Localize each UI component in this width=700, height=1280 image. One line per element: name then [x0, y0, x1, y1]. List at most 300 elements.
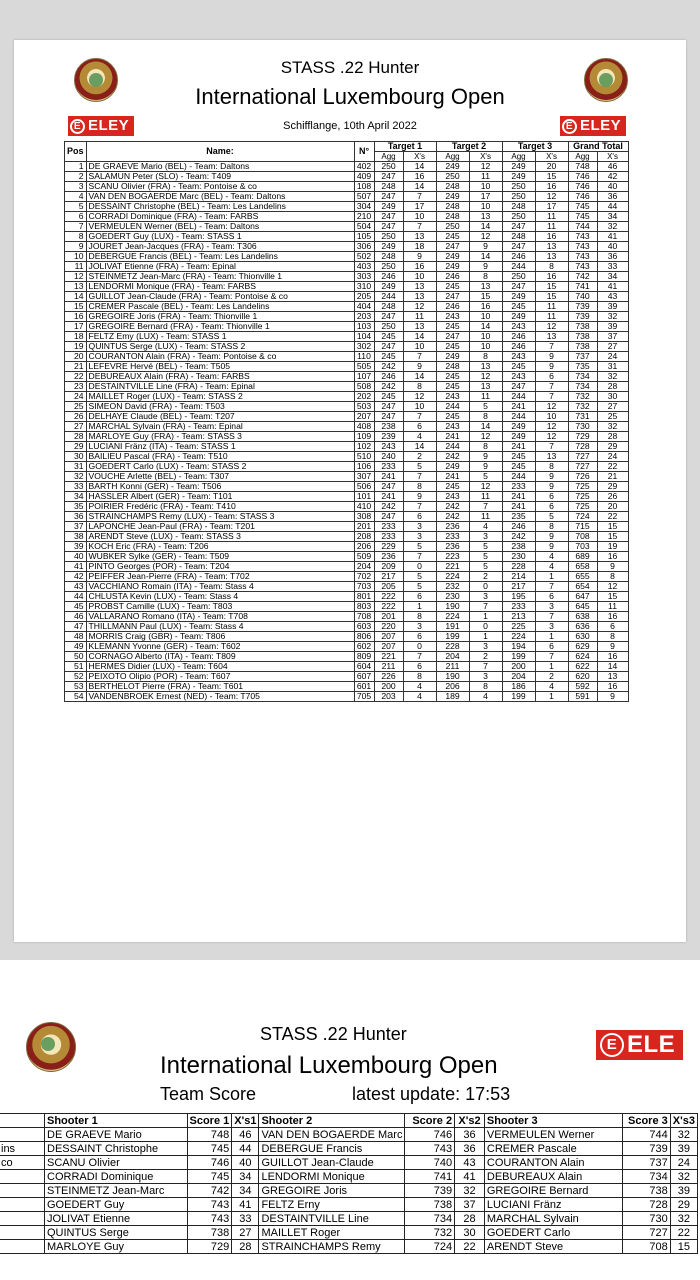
t2-agg: 243	[436, 422, 469, 432]
shooter2-name: DESTAINTVILLE Line	[259, 1212, 405, 1226]
grand-agg: 725	[568, 482, 597, 492]
grand-agg: 741	[568, 282, 597, 292]
t2-xs: 2	[469, 652, 502, 662]
t1-agg: 245	[374, 392, 403, 402]
result-row	[65, 642, 629, 652]
t3-xs: 12	[535, 422, 568, 432]
t1-agg: 248	[374, 182, 403, 192]
grand-agg: 622	[568, 662, 597, 672]
position: 36	[65, 512, 87, 522]
t3-agg: 246	[502, 522, 535, 532]
shooter1-score: 729	[187, 1240, 232, 1254]
position: 25	[65, 402, 87, 412]
sub-xs: X's	[469, 152, 502, 162]
position: 46	[65, 612, 87, 622]
result-row	[65, 682, 629, 692]
position: 51	[65, 662, 87, 672]
grand-xs: 39	[597, 302, 628, 312]
shooter-name-team: LENDORMI Monique (FRA) - Team: FARBS	[86, 282, 354, 292]
t3-xs: 12	[535, 192, 568, 202]
shooter-name-team: HERMES Didier (LUX) - Team: T604	[86, 662, 354, 672]
grand-xs: 32	[597, 422, 628, 432]
col-score3: Score 3	[622, 1114, 670, 1128]
t2-xs: 4	[469, 522, 502, 532]
t1-xs: 4	[403, 682, 436, 692]
t3-xs: 13	[535, 252, 568, 262]
t2-agg: 206	[436, 682, 469, 692]
shooter-name-team: QUINTUS Serge (LUX) - Team: STASS 2	[86, 342, 354, 352]
t3-xs: 7	[535, 442, 568, 452]
position: 28	[65, 432, 87, 442]
t1-agg: 250	[374, 232, 403, 242]
t2-xs: 8	[469, 442, 502, 452]
bib-number: 504	[354, 222, 374, 232]
position: 22	[65, 372, 87, 382]
t3-agg: 186	[502, 682, 535, 692]
bib-number: 705	[354, 692, 374, 702]
t3-agg: 245	[502, 302, 535, 312]
result-row	[65, 272, 629, 282]
grand-agg: 744	[568, 222, 597, 232]
eley-logo-right	[560, 116, 626, 136]
t2-agg: 246	[436, 272, 469, 282]
grand-agg: 746	[568, 172, 597, 182]
result-row	[65, 382, 629, 392]
t3-agg: 246	[502, 342, 535, 352]
t3-agg: 233	[502, 482, 535, 492]
t1-xs: 11	[403, 312, 436, 322]
result-row	[65, 232, 629, 242]
grand-agg: 734	[568, 382, 597, 392]
shooter-name-team: VAN DEN BOGAERDE Marc (BEL) - Team: Daltons	[86, 192, 354, 202]
team-name-clipped: co	[0, 1156, 45, 1170]
sub-agg: Agg	[568, 152, 597, 162]
result-row	[65, 502, 629, 512]
grand-xs: 28	[597, 382, 628, 392]
t2-agg: 242	[436, 452, 469, 462]
shooter-name-team: FELTZ Emy (LUX) - Team: STASS 1	[86, 332, 354, 342]
t2-agg: 190	[436, 602, 469, 612]
col-shooter2: Shooter 2	[259, 1114, 405, 1128]
position: 32	[65, 472, 87, 482]
t1-agg: 207	[374, 642, 403, 652]
team-row	[0, 1198, 698, 1212]
shooter-name-team: DE GRAEVE Mario (BEL) - Team: Daltons	[86, 162, 354, 172]
t3-agg: 224	[502, 632, 535, 642]
shooter2-name: GUILLOT Jean-Claude	[259, 1156, 405, 1170]
t2-agg: 244	[436, 442, 469, 452]
shooter3-name: MARCHAL Sylvain	[484, 1212, 622, 1226]
t1-xs: 13	[403, 292, 436, 302]
t1-agg: 248	[374, 252, 403, 262]
t3-agg: 241	[502, 402, 535, 412]
result-row	[65, 222, 629, 232]
position: 44	[65, 592, 87, 602]
result-row	[65, 412, 629, 422]
result-row	[65, 292, 629, 302]
t1-agg: 247	[374, 192, 403, 202]
team-name-clipped	[0, 1240, 45, 1254]
t1-xs: 14	[403, 442, 436, 452]
position: 19	[65, 342, 87, 352]
shooter2-score: 738	[405, 1198, 455, 1212]
bib-number: 803	[354, 602, 374, 612]
team-row	[0, 1212, 698, 1226]
t1-agg: 239	[374, 432, 403, 442]
grand-agg: 689	[568, 552, 597, 562]
result-row	[65, 302, 629, 312]
grand-xs: 31	[597, 362, 628, 372]
position: 31	[65, 462, 87, 472]
shooter-name-team: STRAINCHAMPS Remy (LUX) - Team: STASS 3	[86, 512, 354, 522]
bib-number: 402	[354, 162, 374, 172]
t2-agg: 245	[436, 342, 469, 352]
t2-agg: 236	[436, 522, 469, 532]
position: 52	[65, 672, 87, 682]
shooter2-xs: 37	[455, 1198, 485, 1212]
grand-agg: 738	[568, 342, 597, 352]
t1-xs: 9	[403, 252, 436, 262]
t1-agg: 249	[374, 282, 403, 292]
t2-xs: 5	[469, 552, 502, 562]
shooter1-score: 743	[187, 1212, 232, 1226]
position: 34	[65, 492, 87, 502]
t2-xs: 11	[469, 512, 502, 522]
t3-agg: 249	[502, 312, 535, 322]
shooter2-xs: 36	[455, 1142, 485, 1156]
eley-logo	[596, 1030, 683, 1060]
t3-xs: 6	[535, 592, 568, 602]
result-row	[65, 592, 629, 602]
t3-xs: 7	[535, 582, 568, 592]
t2-xs: 3	[469, 672, 502, 682]
t1-xs: 7	[403, 222, 436, 232]
shooter-name-team: VACCHIANO Romain (ITA) - Team: Stass 4	[86, 582, 354, 592]
bib-number: 607	[354, 672, 374, 682]
result-row	[65, 462, 629, 472]
t3-agg: 233	[502, 602, 535, 612]
t1-xs: 14	[403, 162, 436, 172]
t2-xs: 9	[469, 452, 502, 462]
t3-agg: 250	[502, 272, 535, 282]
t2-agg: 199	[436, 632, 469, 642]
team-name-clipped	[0, 1212, 45, 1226]
bib-number: 510	[354, 452, 374, 462]
shooter2-name: STRAINCHAMPS Remy	[259, 1240, 405, 1254]
t3-agg: 250	[502, 182, 535, 192]
bib-number: 201	[354, 522, 374, 532]
t2-agg: 249	[436, 352, 469, 362]
shooter3-xs: 22	[670, 1226, 697, 1240]
bib-number: 601	[354, 682, 374, 692]
t1-xs: 13	[403, 322, 436, 332]
bib-number: 809	[354, 652, 374, 662]
bib-number: 507	[354, 192, 374, 202]
t1-xs: 14	[403, 332, 436, 342]
t3-xs: 3	[535, 622, 568, 632]
shooter3-xs: 39	[670, 1184, 697, 1198]
t2-agg: 248	[436, 202, 469, 212]
t2-xs: 11	[469, 172, 502, 182]
result-row	[65, 692, 629, 702]
grand-agg: 725	[568, 502, 597, 512]
position: 12	[65, 272, 87, 282]
position: 6	[65, 212, 87, 222]
grand-xs: 16	[597, 612, 628, 622]
sub-xs: X's	[535, 152, 568, 162]
t2-agg: 189	[436, 692, 469, 702]
t3-xs: 6	[535, 492, 568, 502]
t2-agg: 248	[436, 182, 469, 192]
position: 20	[65, 352, 87, 362]
shooter3-xs: 15	[670, 1240, 697, 1254]
bib-number: 310	[354, 282, 374, 292]
t1-agg: 209	[374, 562, 403, 572]
grand-xs: 24	[597, 452, 628, 462]
t3-xs: 1	[535, 572, 568, 582]
result-row	[65, 552, 629, 562]
t2-xs: 12	[469, 482, 502, 492]
t2-agg: 211	[436, 662, 469, 672]
position: 9	[65, 242, 87, 252]
team-name-clipped: ins	[0, 1142, 45, 1156]
grand-xs: 29	[597, 482, 628, 492]
shooter1-xs: 28	[232, 1240, 259, 1254]
t1-agg: 229	[374, 542, 403, 552]
bib-number: 703	[354, 582, 374, 592]
bib-number: 604	[354, 662, 374, 672]
col-target1: Target 1	[374, 142, 436, 152]
result-row	[65, 282, 629, 292]
t3-xs: 2	[535, 672, 568, 682]
shooter1-name: DESSAINT Christophe	[45, 1142, 188, 1156]
result-row	[65, 372, 629, 382]
t1-agg: 220	[374, 622, 403, 632]
t1-xs: 6	[403, 662, 436, 672]
grand-xs: 36	[597, 252, 628, 262]
shooter-name-team: POIRIER Fredéric (FRA) - Team: T410	[86, 502, 354, 512]
t2-xs: 4	[469, 692, 502, 702]
t2-xs: 10	[469, 342, 502, 352]
t3-xs: 3	[535, 602, 568, 612]
col-xs1: X's1	[232, 1114, 259, 1128]
t3-agg: 200	[502, 662, 535, 672]
shooter2-xs: 36	[455, 1128, 485, 1142]
t3-xs: 7	[535, 392, 568, 402]
t3-agg: 199	[502, 652, 535, 662]
t2-xs: 13	[469, 282, 502, 292]
position: 24	[65, 392, 87, 402]
t3-xs: 20	[535, 162, 568, 172]
t3-xs: 16	[535, 272, 568, 282]
t1-xs: 7	[403, 352, 436, 362]
t3-xs: 6	[535, 372, 568, 382]
t2-agg: 249	[436, 162, 469, 172]
col-grand-total: Grand Total	[568, 142, 628, 152]
shooter-name-team: ARENDT Steve (LUX) - Team: STASS 3	[86, 532, 354, 542]
t3-xs: 12	[535, 432, 568, 442]
t1-xs: 5	[403, 462, 436, 472]
team-row	[0, 1240, 698, 1254]
results-sheet	[14, 40, 686, 942]
shooter-name-team: VALLARANO Romano (ITA) - Team: T708	[86, 612, 354, 622]
t1-agg: 233	[374, 462, 403, 472]
t2-xs: 7	[469, 662, 502, 672]
grand-xs: 28	[597, 432, 628, 442]
grand-xs: 11	[597, 602, 628, 612]
shooter1-name: QUINTUS Serge	[45, 1226, 188, 1240]
t1-xs: 18	[403, 242, 436, 252]
position: 23	[65, 382, 87, 392]
result-row	[65, 582, 629, 592]
shooter2-xs: 43	[455, 1156, 485, 1170]
t3-xs: 7	[535, 382, 568, 392]
t2-agg: 224	[436, 612, 469, 622]
result-row	[65, 172, 629, 182]
bib-number: 110	[354, 352, 374, 362]
shooter-name-team: GOEDERT Carlo (LUX) - Team: STASS 2	[86, 462, 354, 472]
t3-xs: 7	[535, 652, 568, 662]
position: 15	[65, 302, 87, 312]
t1-xs: 10	[403, 342, 436, 352]
grand-xs: 42	[597, 172, 628, 182]
grand-xs: 33	[597, 262, 628, 272]
shooter2-score: 732	[405, 1226, 455, 1240]
grand-xs: 15	[597, 592, 628, 602]
shooter-name-team: JOURET Jean-Jacques (FRA) - Team: T306	[86, 242, 354, 252]
shooter3-xs: 24	[670, 1156, 697, 1170]
t2-xs: 14	[469, 322, 502, 332]
shooter3-name: COURANTON Alain	[484, 1156, 622, 1170]
grand-agg: 726	[568, 472, 597, 482]
shooter2-score: 724	[405, 1240, 455, 1254]
t3-xs: 11	[535, 222, 568, 232]
shooter-name-team: BAILIEU Pascal (FRA) - Team: T510	[86, 452, 354, 462]
t3-agg: 248	[502, 232, 535, 242]
t2-agg: 236	[436, 542, 469, 552]
result-row	[65, 262, 629, 272]
t1-xs: 12	[403, 392, 436, 402]
position: 5	[65, 202, 87, 212]
t1-xs: 13	[403, 232, 436, 242]
shooter1-name: GOEDERT Guy	[45, 1198, 188, 1212]
shooter3-score: 744	[622, 1128, 670, 1142]
team-row	[0, 1226, 698, 1240]
grand-agg: 732	[568, 392, 597, 402]
shooter1-xs: 46	[232, 1128, 259, 1142]
grand-agg: 743	[568, 232, 597, 242]
bib-number: 806	[354, 632, 374, 642]
t1-agg: 246	[374, 372, 403, 382]
shooter-name-team: VANDENBROEK Ernest (NED) - Team: T705	[86, 692, 354, 702]
t3-agg: 244	[502, 262, 535, 272]
t1-agg: 247	[374, 512, 403, 522]
grand-xs: 37	[597, 332, 628, 342]
result-row	[65, 252, 629, 262]
shooter3-score: 730	[622, 1212, 670, 1226]
grand-xs: 8	[597, 572, 628, 582]
t2-agg: 242	[436, 512, 469, 522]
grand-xs: 16	[597, 552, 628, 562]
result-row	[65, 632, 629, 642]
t1-agg: 250	[374, 322, 403, 332]
t1-xs: 3	[403, 532, 436, 542]
shooter1-xs: 44	[232, 1142, 259, 1156]
grand-xs: 32	[597, 312, 628, 322]
shooter2-xs: 30	[455, 1226, 485, 1240]
grand-xs: 29	[597, 442, 628, 452]
position: 38	[65, 532, 87, 542]
grand-agg: 638	[568, 612, 597, 622]
t2-agg: 249	[436, 462, 469, 472]
team-event-subtitle: International Luxembourg Open	[160, 1052, 498, 1079]
event-subtitle: International Luxembourg Open	[195, 84, 505, 109]
shooter-name-team: PEIXOTO Olipio (POR) - Team: T607	[86, 672, 354, 682]
t3-agg: 245	[502, 362, 535, 372]
t1-xs: 2	[403, 452, 436, 462]
t1-xs: 7	[403, 552, 436, 562]
t3-agg: 244	[502, 472, 535, 482]
t2-xs: 14	[469, 422, 502, 432]
t1-xs: 8	[403, 482, 436, 492]
t2-agg: 245	[436, 412, 469, 422]
position: 10	[65, 252, 87, 262]
t1-agg: 242	[374, 502, 403, 512]
position: 53	[65, 682, 87, 692]
t3-xs: 1	[535, 632, 568, 642]
result-row	[65, 662, 629, 672]
shooter-name-team: BERTHELOT Pierre (FRA) - Team: T601	[86, 682, 354, 692]
sub-agg: Agg	[374, 152, 403, 162]
t1-xs: 16	[403, 262, 436, 272]
grand-xs: 19	[597, 542, 628, 552]
grand-xs: 9	[597, 642, 628, 652]
t1-xs: 14	[403, 182, 436, 192]
t1-xs: 3	[403, 622, 436, 632]
t3-agg: 247	[502, 242, 535, 252]
grand-agg: 739	[568, 312, 597, 322]
bib-number: 101	[354, 492, 374, 502]
t2-xs: 8	[469, 352, 502, 362]
grand-xs: 20	[597, 502, 628, 512]
t1-agg: 203	[374, 692, 403, 702]
grand-xs: 40	[597, 182, 628, 192]
grand-xs: 30	[597, 392, 628, 402]
t1-agg: 247	[374, 172, 403, 182]
shooter2-score: 746	[405, 1128, 455, 1142]
t3-agg: 238	[502, 542, 535, 552]
t2-agg: 228	[436, 642, 469, 652]
bib-number: 503	[354, 402, 374, 412]
position: 48	[65, 632, 87, 642]
t3-xs: 9	[535, 362, 568, 372]
sub-xs: X's	[597, 152, 628, 162]
shooter-name-team: CORRADI Dominique (FRA) - Team: FARBS	[86, 212, 354, 222]
team-row	[0, 1156, 698, 1170]
result-row	[65, 442, 629, 452]
grand-xs: 44	[597, 202, 628, 212]
t2-agg: 233	[436, 532, 469, 542]
grand-agg: 743	[568, 252, 597, 262]
shooter-name-team: LUCIANI Fränz (ITA) - Team: STASS 1	[86, 442, 354, 452]
t2-xs: 11	[469, 392, 502, 402]
grand-agg: 746	[568, 182, 597, 192]
grand-agg: 728	[568, 442, 597, 452]
t1-agg: 247	[374, 222, 403, 232]
shooter3-score: 708	[622, 1240, 670, 1254]
bib-number: 206	[354, 542, 374, 552]
t3-agg: 230	[502, 552, 535, 562]
